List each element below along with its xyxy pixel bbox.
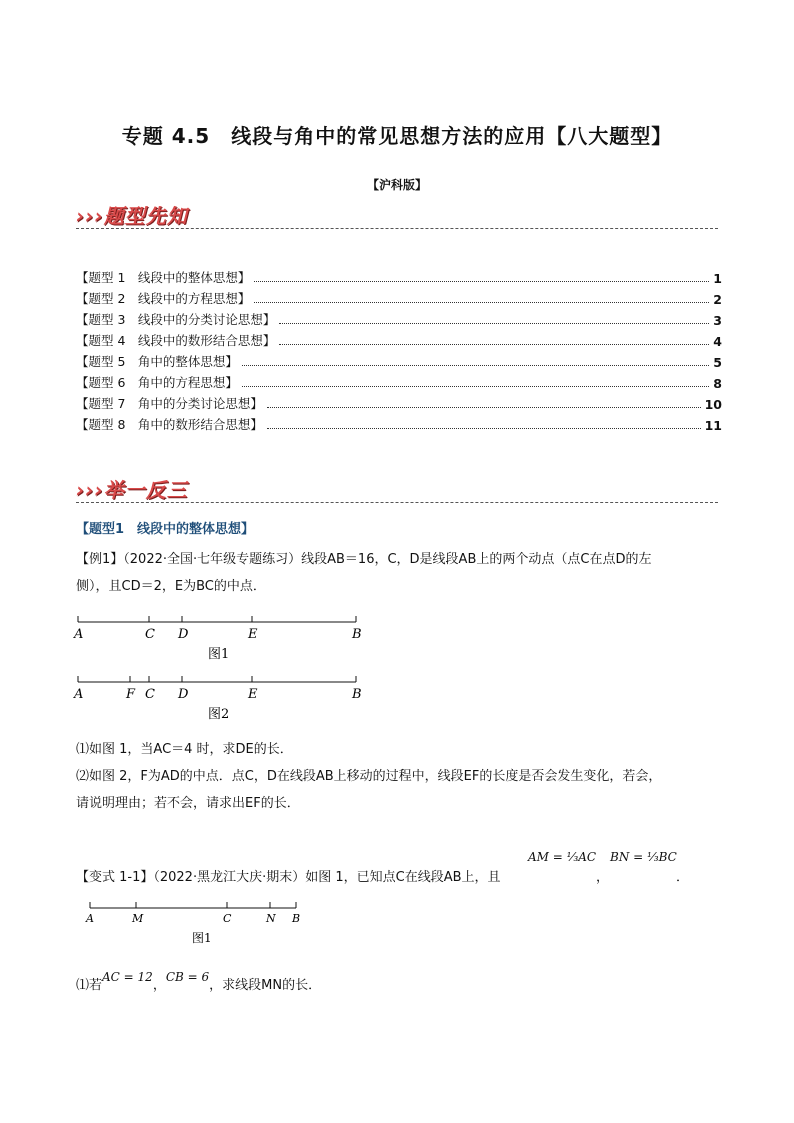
formula-bn: BN = ⅓BC [610, 850, 677, 864]
toc-page-number: 10 [704, 397, 722, 412]
point-label-a: A [86, 912, 94, 925]
text-line: 侧），且CD＝2，E为BC的中点． [76, 579, 266, 594]
toc-leader [242, 386, 709, 387]
toc-label: 【题型 2 线段中的方程思想】 [76, 291, 251, 306]
point-label-f: F [126, 687, 136, 702]
toc-label: 【题型 8 角中的数形结合思想】 [76, 417, 263, 432]
toc-label: 【题型 1 线段中的整体思想】 [76, 270, 251, 285]
figure-1 [70, 612, 370, 662]
banner-overview: ›››题型先知 [76, 204, 188, 228]
point-label-n: N [266, 912, 276, 925]
toc-leader [267, 407, 701, 408]
point-label-a: A [74, 687, 84, 702]
toc-label: 【题型 7 角中的分类讨论思想】 [76, 396, 263, 411]
toc-page-number: 1 [713, 271, 722, 286]
example-text [76, 546, 722, 600]
toc-label: 【题型 3 线段中的分类讨论思想】 [76, 312, 276, 327]
toc-row[interactable] [76, 415, 722, 433]
section-heading: 【题型1 线段中的整体思想】 [76, 522, 255, 537]
point-label-a: A [74, 627, 84, 642]
page-title: 专题 4.5 线段与角中的常见思想方法的应用【八大题型】 [121, 124, 673, 148]
toc-page-number: 3 [713, 313, 722, 328]
banner-examples: ›››举一反三 [76, 478, 188, 502]
toc-label: 【题型 6 角中的方程思想】 [76, 375, 238, 390]
divider [76, 228, 718, 229]
divider [76, 502, 718, 503]
toc-label: 【题型 4 线段中的数形结合思想】 [76, 333, 276, 348]
toc-row[interactable] [76, 268, 722, 286]
variant-question-1: ⑴若AC = 12，CB = 6，求线段MN的长． [76, 970, 322, 993]
toc-leader [267, 428, 701, 429]
point-label-c: C [223, 912, 232, 925]
point-label-e: E [248, 627, 258, 642]
toc-row[interactable] [76, 289, 722, 307]
point-label-d: D [178, 627, 189, 642]
toc-leader [254, 281, 709, 282]
toc-label: 【题型 5 角中的整体思想】 [76, 354, 238, 369]
toc-page-number: 11 [704, 418, 722, 433]
toc-page-number: 2 [713, 292, 722, 307]
point-label-m: M [132, 912, 144, 925]
figure-caption: 图2 [208, 707, 230, 722]
toc-row[interactable] [76, 394, 722, 412]
question-1: ⑴如图 1，当AC＝4 时，求DE的长． [76, 742, 293, 757]
point-label-d: D [178, 687, 189, 702]
toc-page-number: 4 [713, 334, 722, 349]
toc-leader [279, 344, 709, 345]
toc-page-number: 5 [713, 355, 722, 370]
toc-leader [254, 302, 709, 303]
point-label-b: B [292, 912, 301, 925]
toc-row[interactable] [76, 352, 722, 370]
figure-caption: 图1 [192, 931, 212, 945]
toc-leader [242, 365, 709, 366]
figure-2 [70, 672, 370, 722]
toc-row[interactable] [76, 373, 722, 391]
question-2-cont: 请说明理由；若不会，请求出EF的长． [76, 796, 300, 811]
point-label-c: C [145, 687, 155, 702]
variant-text: 【变式 1-1】（2022·黑龙江大庆·期末）如图 1，已知点C在线段AB上，且 [76, 870, 501, 885]
text-line: 【例1】（2022·全国·七年级专题练习）线段AB＝16，C，D是线段AB上的两个动点（点C在点D的左 [76, 552, 652, 567]
edition-label: 【沪科版】 [366, 178, 427, 192]
example-questions [76, 736, 722, 817]
point-label-b: B [352, 687, 362, 702]
formula-am: AM = ⅓AC [528, 850, 597, 864]
point-label-e: E [248, 687, 258, 702]
question-2: ⑵如图 2，F为AD的中点．点C，D在线段AB上移动的过程中，线段EF的长度是否会发生变化，若会， [76, 769, 662, 784]
toc-leader [279, 323, 709, 324]
point-label-b: B [352, 627, 362, 642]
point-label-c: C [145, 627, 155, 642]
toc-row[interactable] [76, 310, 722, 328]
toc-page-number: 8 [713, 376, 722, 391]
toc-row[interactable] [76, 331, 722, 349]
figure-caption: 图1 [208, 647, 230, 662]
figure-3 [84, 898, 314, 948]
